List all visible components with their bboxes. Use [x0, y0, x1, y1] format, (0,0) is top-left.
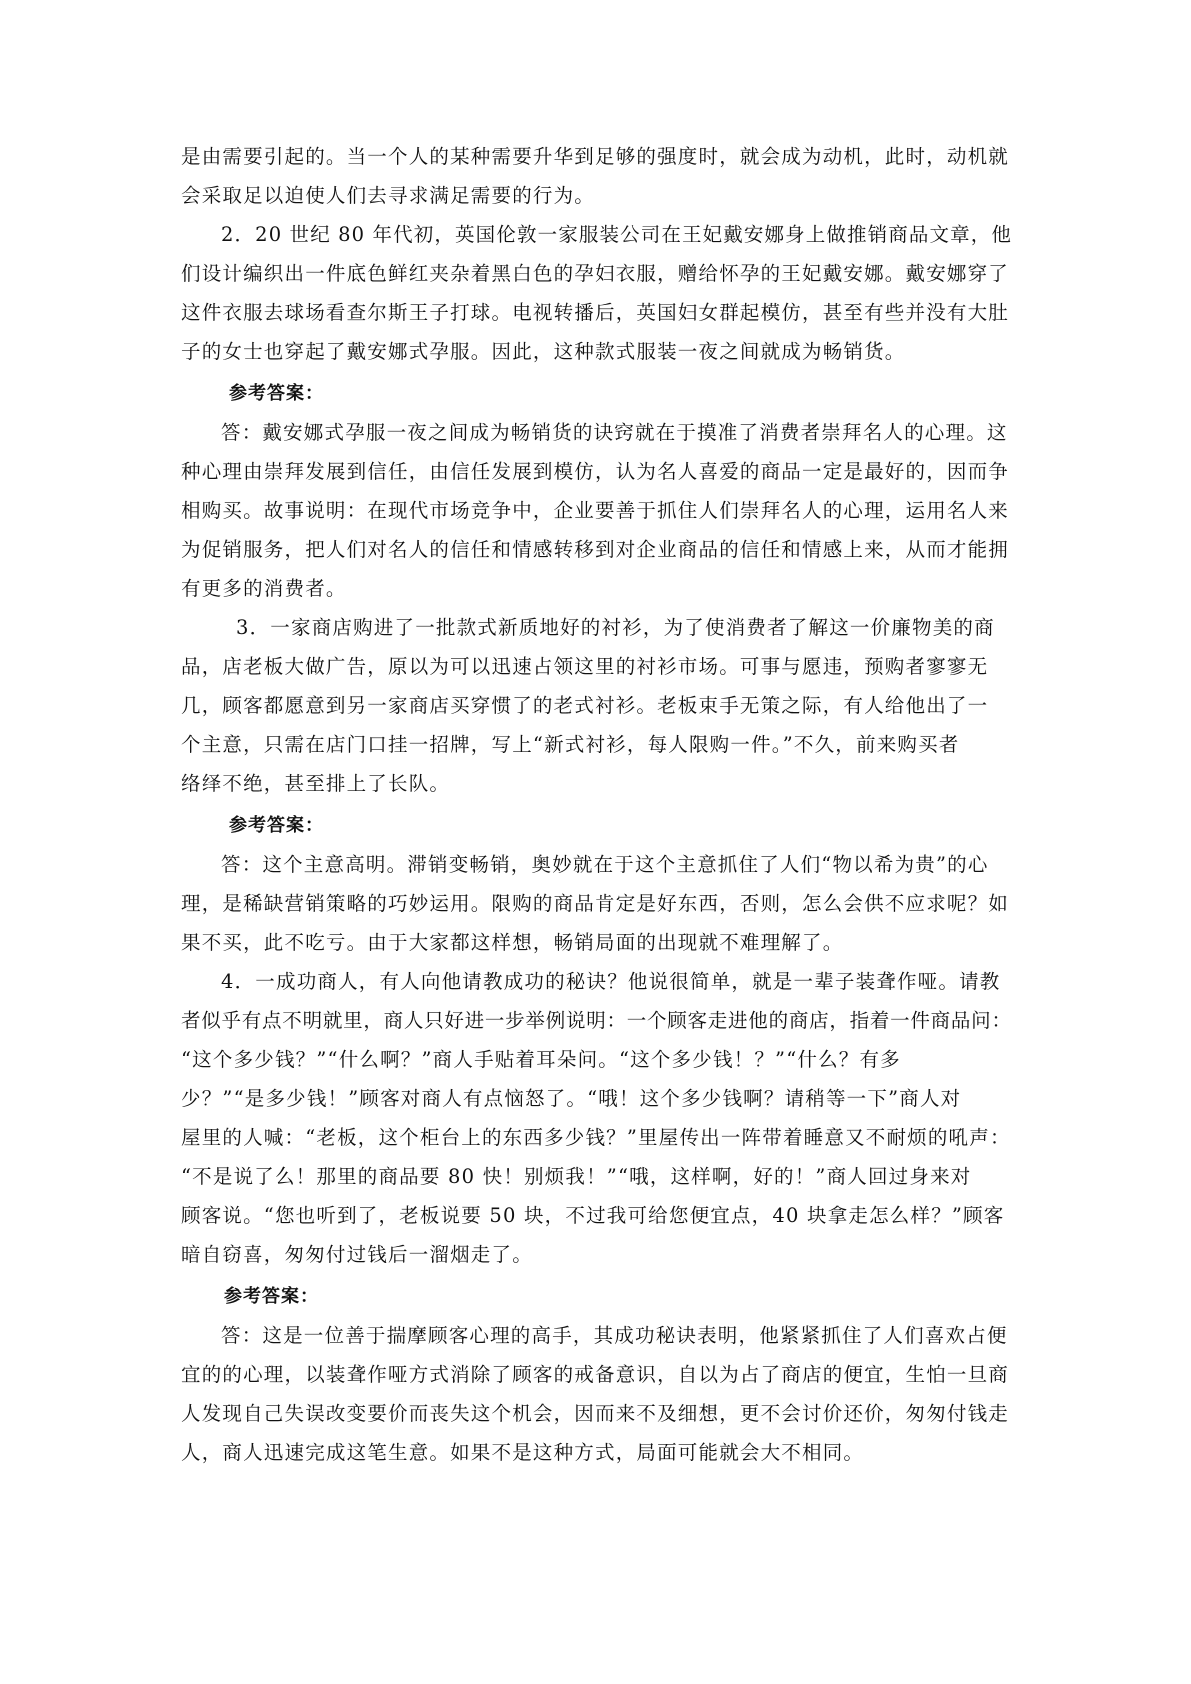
body-text-line: 为促销服务，把人们对名人的信任和情感转移到对企业商品的信任和情感上来，从而才能拥: [181, 538, 1010, 561]
body-text-line: 暗自窃喜，匆匆付过钱后一溜烟走了。: [181, 1243, 533, 1266]
body-text-line: 相购买。故事说明：在现代市场竞争中，企业要善于抓住人们崇拜名人的心理，运用名人来: [181, 499, 1010, 522]
answer-3-start: 答：这个主意高明。滞销变畅销，奥妙就在于这个主意抓住了人们“物以希为贵”的心: [221, 853, 989, 876]
body-text-line: 品，店老板大做广告，原以为可以迅速占领这里的衬衫市场。可事与愿违，预购者寥寥无: [181, 655, 989, 678]
body-text-line: “不是说了么！那里的商品要 80 快！别烦我！”“哦，这样啊，好的！”商人回过身来对: [181, 1165, 972, 1188]
body-text-line: 有更多的消费者。: [181, 577, 347, 600]
body-text-line: 们设计编织出一件底色鲜红夹杂着黑白色的孕妇衣服，赠给怀孕的王妃戴安娜。戴安娜穿了: [181, 262, 1010, 285]
body-text-line: 宜的的心理，以装聋作哑方式消除了顾客的戒备意识，自以为占了商店的便宜，生怕一旦商: [181, 1363, 1010, 1386]
body-text-line: “这个多少钱？”“什么啊？”商人手贴着耳朵问。“这个多少钱！？”“什么？有多: [181, 1048, 901, 1071]
body-text-line: 人，商人迅速完成这笔生意。如果不是这种方式，局面可能就会大不相同。: [181, 1441, 865, 1464]
body-text-line: 理，是稀缺营销策略的巧妙运用。限购的商品肯定是好东西，否则，怎么会供不应求呢？如: [181, 892, 1010, 915]
body-text-line: 屋里的人喊：“老板，这个柜台上的东西多少钱？”里屋传出一阵带着睡意又不耐烦的吼声：: [181, 1126, 1011, 1149]
body-text-line: 种心理由崇拜发展到信任，由信任发展到模仿，认为名人喜爱的商品一定是最好的，因而争: [181, 460, 1010, 483]
body-text-line: 者似乎有点不明就里，商人只好进一步举例说明：一个顾客走进他的商店，指着一件商品问：: [181, 1009, 1012, 1032]
body-text-line: 少？”“是多少钱！”顾客对商人有点恼怒了。“哦！这个多少钱啊？请稍等一下”商人对: [181, 1087, 962, 1110]
reference-answer-heading: 参考答案：: [229, 815, 324, 836]
reference-answer-heading: 参考答案：: [224, 1286, 319, 1307]
body-text-line: 这件衣服去球场看查尔斯王子打球。电视转播后，英国妇女群起模仿，甚至有些并没有大肚: [181, 301, 1010, 324]
body-text-line: 人发现自己失误改变要价而丧失这个机会，因而来不及细想，更不会讨价还价，匆匆付钱走: [181, 1402, 1010, 1425]
body-text-line: 顾客说。“您也听到了，老板说要 50 块，不过我可给您便宜点，40 块拿走怎么样？”顾客: [181, 1204, 1005, 1227]
body-text-line: 个主意，只需在店门口挂一招牌，写上“新式衬衫，每人限购一件。”不久，前来购买者: [181, 733, 960, 756]
body-text-line: 会采取足以迫使人们去寻求满足需要的行为。: [181, 184, 596, 207]
body-text-line: 络绎不绝，甚至排上了长队。: [181, 772, 451, 795]
body-text-line: 子的女士也穿起了戴安娜式孕服。因此，这种款式服装一夜之间就成为畅销货。: [181, 340, 906, 363]
body-text-line: 是由需要引起的。当一个人的某种需要升华到足够的强度时，就会成为动机，此时，动机就: [181, 145, 1010, 168]
answer-4-start: 答：这是一位善于揣摩顾客心理的高手，其成功秘诀表明，他紧紧抓住了人们喜欢占便: [221, 1324, 1008, 1347]
answer-2-start: 答：戴安娜式孕服一夜之间成为畅销货的诀窍就在于摸准了消费者崇拜名人的心理。这: [221, 421, 1008, 444]
question-2-start: 2．20 世纪 80 年代初，英国伦敦一家服装公司在王妃戴安娜身上做推销商品文章，他: [221, 223, 1013, 246]
question-4-start: 4．一成功商人，有人向他请教成功的秘诀？他说很简单，就是一辈子装聋作哑。请教: [221, 970, 1001, 993]
reference-answer-heading: 参考答案：: [229, 383, 324, 404]
body-text-line: 果不买，此不吃亏。由于大家都这样想，畅销局面的出现就不难理解了。: [181, 931, 844, 954]
body-text-line: 几，顾客都愿意到另一家商店买穿惯了的老式衬衫。老板束手无策之际，有人给他出了一: [181, 694, 989, 717]
question-3-start: 3．一家商店购进了一批款式新质地好的衬衫，为了使消费者了解这一价廉物美的商: [236, 616, 995, 639]
